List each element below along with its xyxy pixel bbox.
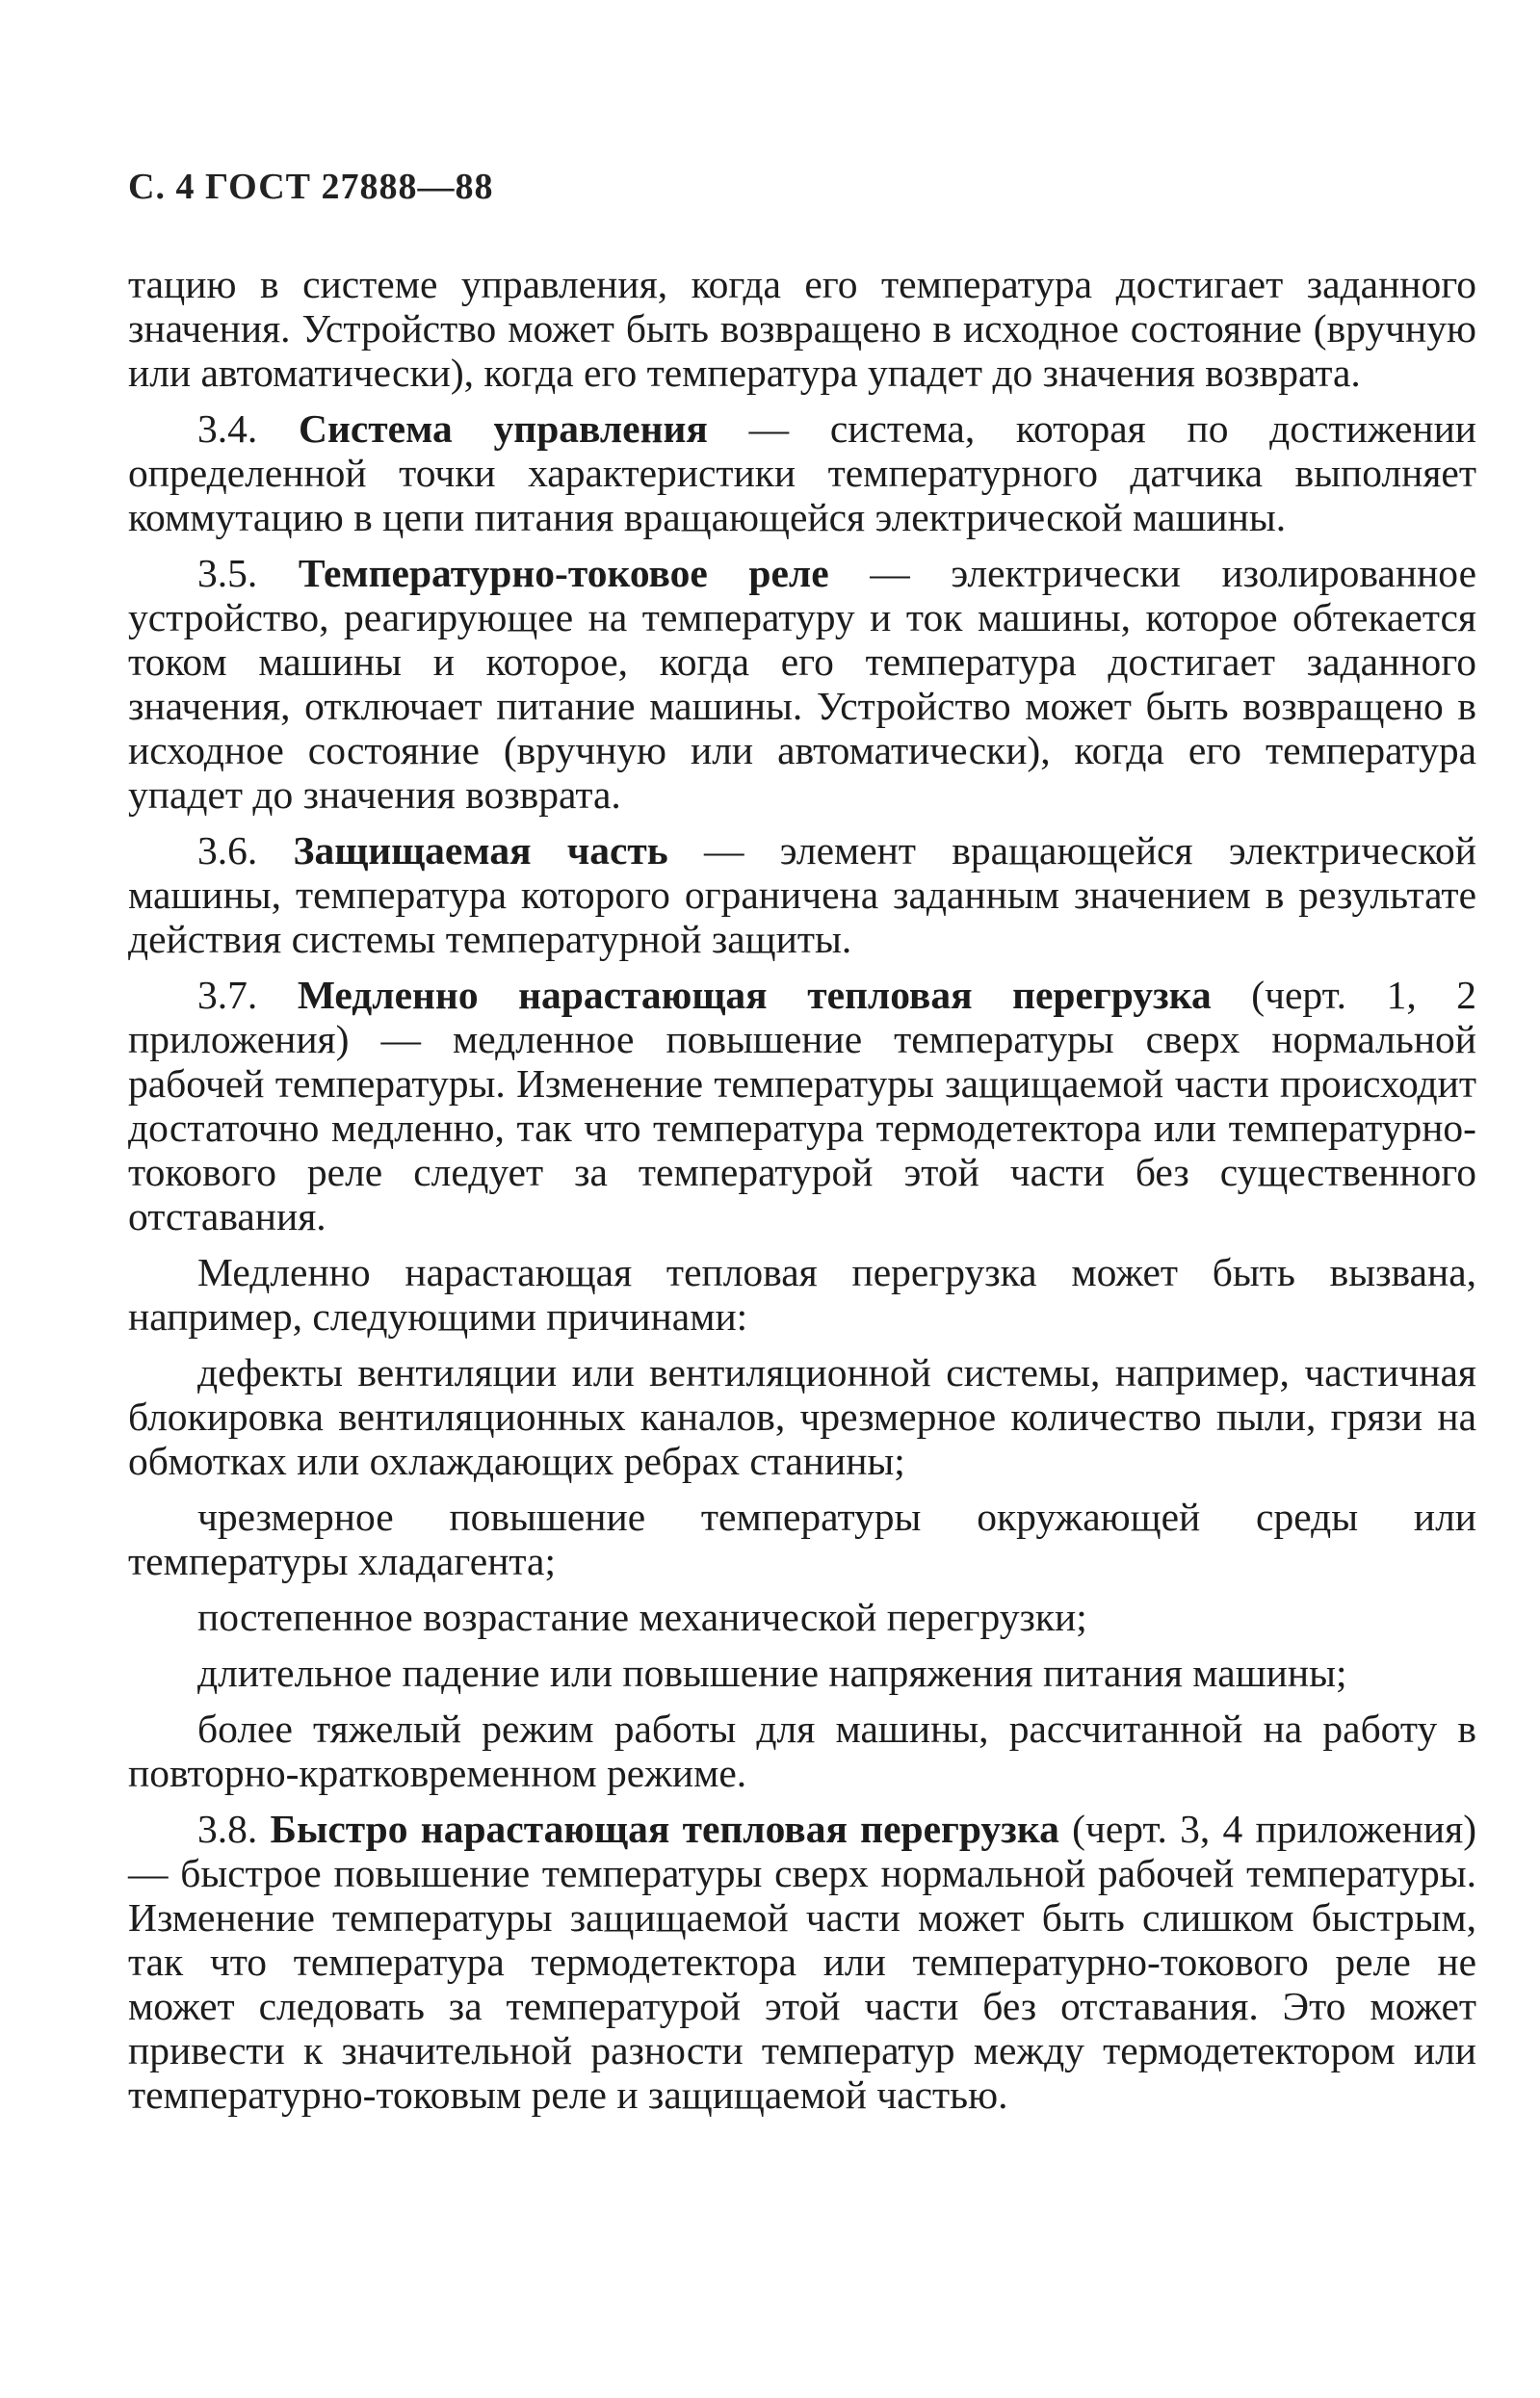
list-item-cause bbox=[128, 1707, 1476, 1795]
paragraph-continuation bbox=[128, 262, 1476, 395]
list-item-cause bbox=[128, 1350, 1476, 1483]
paragraph-text: дефекты вентиляции или вентиляционной системы, например, частичная блокировка вентиляционных каналов, чрезмерное количество пыли, грязи на обмотках или охлаждающих ребрах станины; bbox=[128, 1350, 1476, 1483]
clause-number: 3.7. bbox=[197, 973, 258, 1017]
paragraph-text: чрезмерное повышение температуры окружающей среды или температуры хладагента; bbox=[128, 1495, 1476, 1583]
document-body bbox=[128, 262, 1476, 2128]
paragraph-causes-intro bbox=[128, 1250, 1476, 1339]
paragraph-text: длительное падение или повышение напряжения питания машины; bbox=[197, 1651, 1347, 1695]
clause-number: 3.5. bbox=[197, 551, 258, 595]
clause-3-5 bbox=[128, 551, 1476, 817]
clause-term: Защищаемая часть bbox=[293, 828, 668, 873]
list-item-cause bbox=[128, 1651, 1476, 1695]
clause-term: Быстро нарастающая тепловая перегрузка bbox=[270, 1807, 1059, 1851]
clause-definition: — система, которая по достижении определенной точки характеристики температурного датчика выполняет коммутацию в цепи питания вращающейся электрической машины. bbox=[128, 406, 1476, 539]
clause-3-6 bbox=[128, 828, 1476, 961]
clause-definition: — элемент вращающейся электрической машины, температура которого ограничена заданным значением в результате действия системы температурной защиты. bbox=[128, 828, 1477, 961]
clause-term: Температурно-токовое реле bbox=[298, 551, 829, 595]
paragraph-text: Медленно нарастающая тепловая перегрузка может быть вызвана, например, следующими причинами: bbox=[128, 1250, 1476, 1339]
paragraph-text: тацию в системе управления, когда его температура достигает заданного значения. Устройство может быть возвращено в исходное состояние (вручную или автоматически), когда его температура упадет до значения возврата. bbox=[128, 262, 1476, 395]
page-header: С. 4 ГОСТ 27888—88 bbox=[128, 167, 494, 207]
clause-number: 3.6. bbox=[197, 828, 258, 873]
clause-number: 3.8. bbox=[197, 1807, 258, 1851]
clause-definition: (черт. 1, 2 приложения) — медленное повышение температуры сверх нормальной рабочей температуры. Изменение температуры защищаемой части происходит достаточно медленно, так что температура термодетектора или температурно-токового реле следует за температурой этой части без существенного отставания. bbox=[128, 973, 1476, 1238]
paragraph-text: более тяжелый режим работы для машины, рассчитанной на работу в повторно-кратковременном режиме. bbox=[128, 1707, 1476, 1795]
clause-3-4 bbox=[128, 406, 1476, 539]
clause-definition: — электрически изолированное устройство, реагирующее на температуру и ток машины, которое обтекается током машины и которое, когда его температура достигает заданного значения, отключает питание машины. Устройство может быть возвращено в исходное состояние (вручную или автоматически), когда его температура упадет до значения возврата. bbox=[128, 551, 1476, 817]
clause-definition: (черт. 3, 4 приложения) — быстрое повышение температуры сверх нормальной рабочей температуры. Изменение температуры защищаемой части может быть слишком быстрым, так что температура термодетектора или температурно-токового реле не может следовать за температурой этой части без отставания. Это может привести к значительной разности температур между термодетектором или температурно-токовым реле и защищаемой частью. bbox=[128, 1807, 1477, 2117]
clause-number: 3.4. bbox=[197, 406, 258, 451]
list-item-cause bbox=[128, 1495, 1476, 1583]
list-item-cause bbox=[128, 1595, 1476, 1639]
clause-3-7 bbox=[128, 973, 1476, 1238]
paragraph-text: постепенное возрастание механической перегрузки; bbox=[197, 1595, 1087, 1639]
clause-term: Медленно нарастающая тепловая перегрузка bbox=[297, 973, 1212, 1017]
clause-3-8 bbox=[128, 1807, 1476, 2117]
clause-term: Система управления bbox=[298, 406, 708, 451]
